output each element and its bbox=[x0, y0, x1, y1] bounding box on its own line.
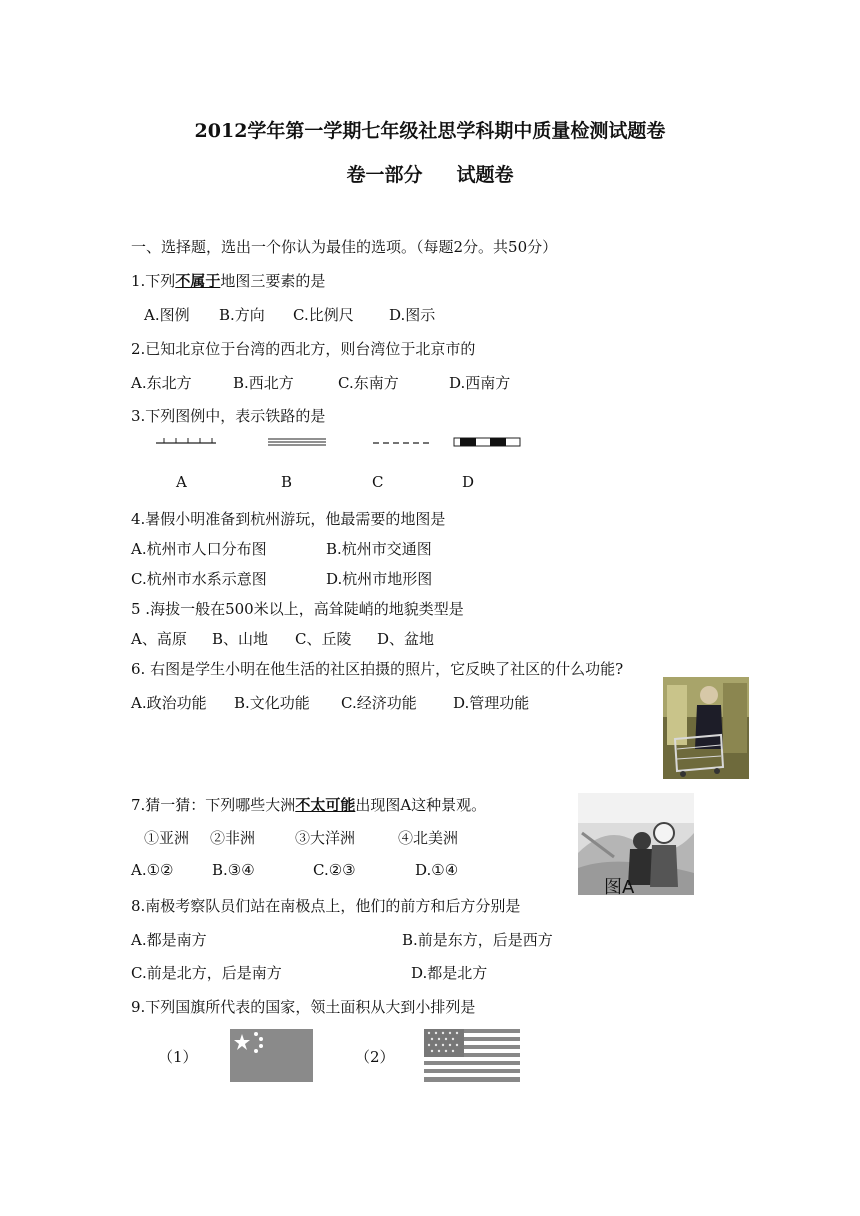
exam-title: 2012学年第一学期七年级社思学科期中质量检测试题卷 bbox=[194, 120, 666, 142]
q4-option-c: C.杭州市水系示意图 bbox=[131, 570, 267, 588]
q1-option-d: D.图示 bbox=[389, 306, 436, 324]
q7-option-b: B.③④ bbox=[212, 861, 255, 879]
legend-symbol-a bbox=[156, 438, 216, 443]
snow-landscape-photo bbox=[578, 793, 694, 895]
q2-option-b: B.西北方 bbox=[233, 374, 294, 392]
q3-label-b: B bbox=[281, 473, 293, 491]
section-heading: 一、选择题，选出一个你认为最佳的选项。（每题2分。共50分） bbox=[131, 238, 558, 256]
q1-option-a: A.图例 bbox=[144, 306, 190, 324]
q7-option-c: C.②③ bbox=[313, 861, 356, 879]
q1-option-b: B.方向 bbox=[219, 306, 265, 324]
q5-option-c: C、丘陵 bbox=[295, 630, 352, 648]
q7-choice-2: ②非洲 bbox=[210, 829, 256, 847]
question-6-stem: 6. 右图是学生小明在他生活的社区拍摄的照片，它反映了社区的什么功能? bbox=[131, 660, 624, 678]
question-5-stem: 5 .海拔一般在500米以上，高耸陡峭的地貌类型是 bbox=[131, 600, 464, 618]
china-flag-icon bbox=[230, 1029, 313, 1082]
q7-pre: 7.猜一猜：下列哪些大洲 bbox=[131, 796, 296, 814]
q2-option-c: C.东南方 bbox=[338, 374, 399, 392]
q1-option-c: C.比例尺 bbox=[293, 306, 354, 324]
q7-emphasis: 不太可能 bbox=[295, 796, 356, 814]
q4-option-b: B.杭州市交通图 bbox=[326, 540, 432, 558]
usa-flag-icon bbox=[424, 1029, 520, 1082]
supermarket-photo bbox=[663, 677, 749, 779]
q2-option-a: A.东北方 bbox=[131, 374, 192, 392]
q7-option-d: D.①④ bbox=[415, 861, 459, 879]
q4-option-a: A.杭州市人口分布图 bbox=[131, 540, 267, 558]
q7-choice-1: ①亚洲 bbox=[144, 829, 190, 847]
q5-option-d: D、盆地 bbox=[377, 630, 435, 648]
q8-option-d: D.都是北方 bbox=[411, 964, 488, 982]
q1-pre: 1.下列 bbox=[131, 272, 176, 290]
question-3-stem: 3.下列图例中，表示铁路的是 bbox=[131, 407, 326, 425]
q6-option-c: C.经济功能 bbox=[341, 694, 417, 712]
q8-option-a: A.都是南方 bbox=[131, 931, 207, 949]
q7-choice-3: ③大洋洲 bbox=[295, 829, 356, 847]
q3-label-a: A bbox=[176, 473, 187, 491]
question-9-stem: 9.下列国旗所代表的国家，领土面积从大到小排列是 bbox=[131, 998, 476, 1016]
q1-emphasis: 不属于 bbox=[175, 272, 221, 290]
legend-symbols bbox=[150, 432, 530, 452]
flag-1-label: （1） bbox=[158, 1048, 198, 1066]
snow-landscape-figure bbox=[578, 793, 694, 898]
question-2-stem: 2.已知北京位于台湾的西北方，则台湾位于北京市的 bbox=[131, 340, 476, 358]
q7-option-a: A.①② bbox=[131, 861, 174, 879]
legend-symbol-d bbox=[454, 438, 520, 446]
exam-subtitle bbox=[0, 160, 860, 187]
q1-post: 地图三要素的是 bbox=[220, 272, 326, 290]
q6-option-a: A.政治功能 bbox=[131, 694, 207, 712]
q8-option-b: B.前是东方，后是西方 bbox=[402, 931, 553, 949]
subtitle-part: 卷一部分 bbox=[346, 164, 423, 186]
q6-option-b: B.文化功能 bbox=[234, 694, 310, 712]
flag-2-label: （2） bbox=[355, 1048, 395, 1066]
q2-option-d: D.西南方 bbox=[449, 374, 511, 392]
q6-option-d: D.管理功能 bbox=[453, 694, 530, 712]
q7-post: 出现图A这种景观。 bbox=[355, 796, 487, 814]
question-8-stem: 8.南极考察队员们站在南极点上，他们的前方和后方分别是 bbox=[131, 897, 521, 915]
q4-option-d: D.杭州市地形图 bbox=[326, 570, 433, 588]
question-4-stem: 4.暑假小明准备到杭州游玩，他最需要的地图是 bbox=[131, 510, 446, 528]
q3-label-c: C bbox=[372, 473, 384, 491]
question-7-stem bbox=[131, 794, 486, 815]
question-1-stem bbox=[131, 270, 325, 291]
q8-option-c: C.前是北方，后是南方 bbox=[131, 964, 282, 982]
q5-option-a: A、高原 bbox=[131, 630, 187, 648]
q3-label-d: D bbox=[462, 473, 475, 491]
legend-symbol-b bbox=[268, 439, 326, 445]
subtitle-paper: 试题卷 bbox=[456, 164, 514, 186]
figure-a-label: 图A bbox=[604, 877, 635, 898]
q7-choice-4: ④北美洲 bbox=[398, 829, 459, 847]
q5-option-b: B、山地 bbox=[212, 630, 269, 648]
